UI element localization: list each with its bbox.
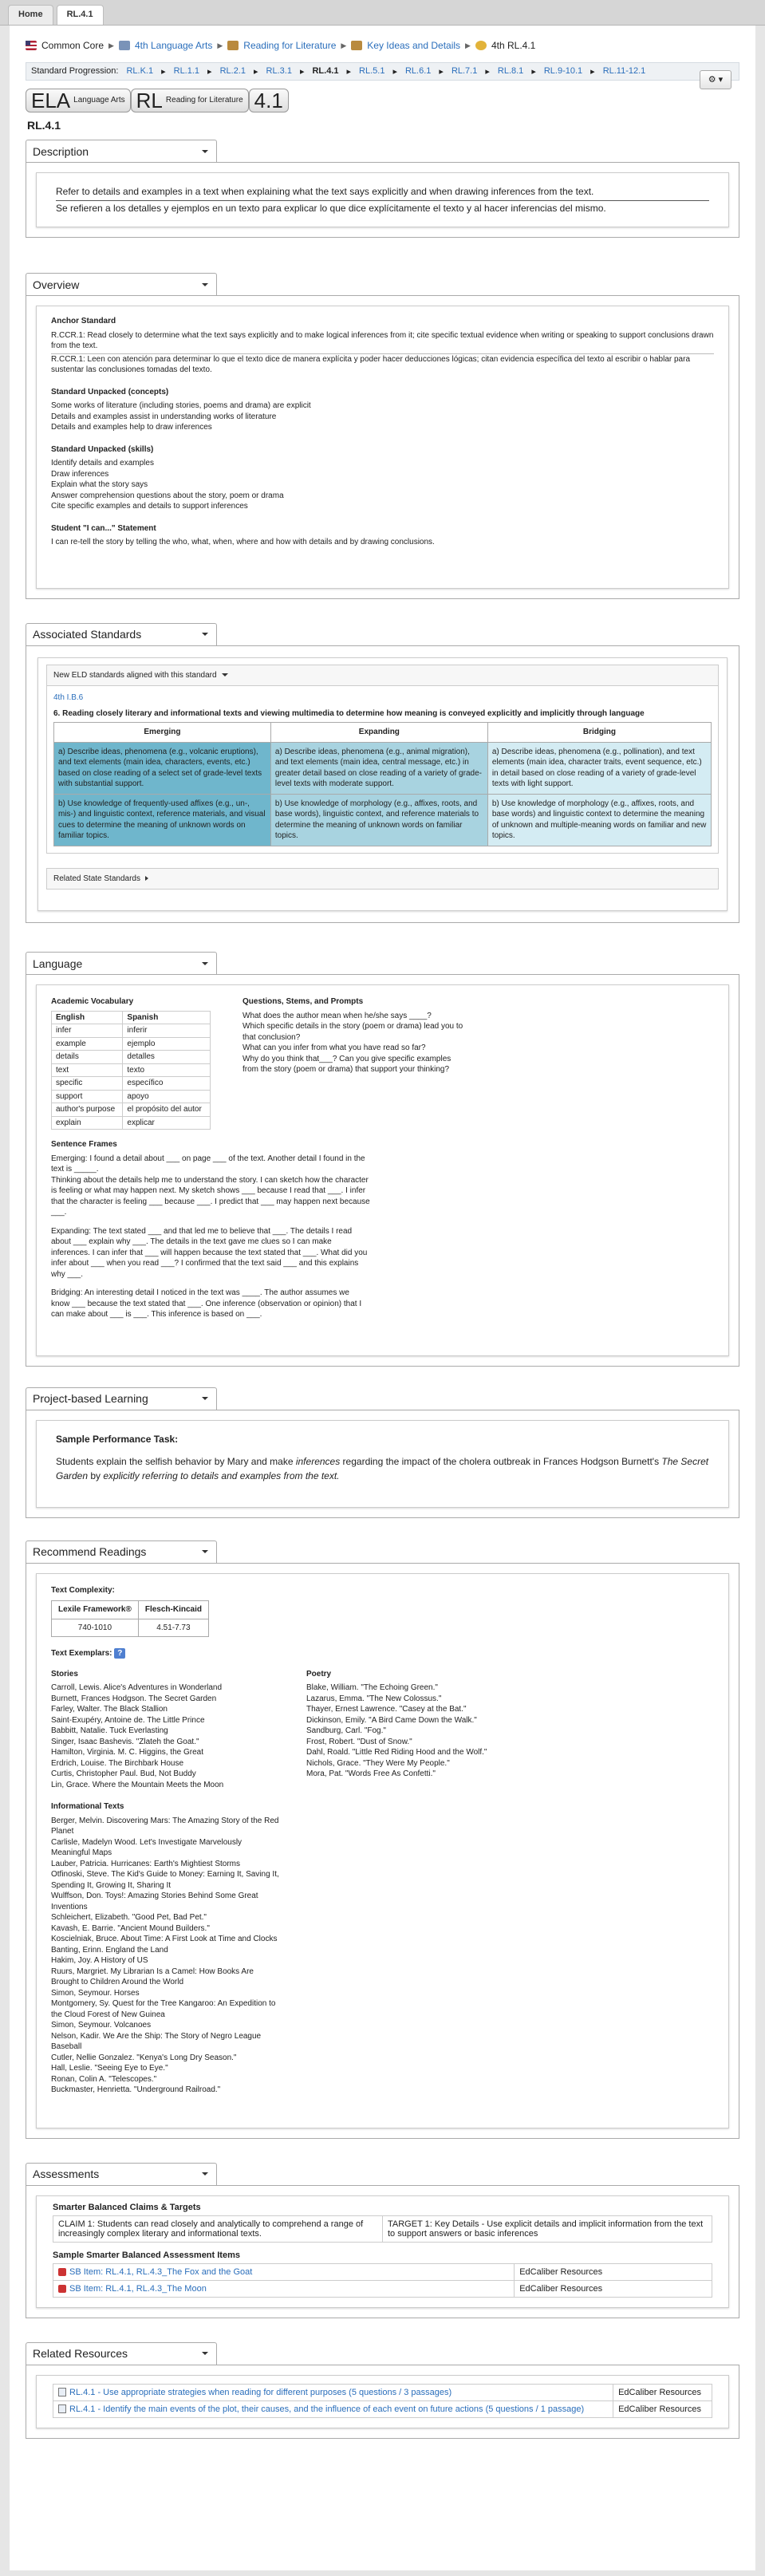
standard-progression: [26, 62, 739, 81]
breadcrumb-current: 4th RL.4.1: [491, 40, 536, 51]
question-item: Why do you think that___? Can you give specific examples from the story (poem or drama) that support your thinking?: [243, 1054, 452, 1074]
table-row: explain explicar: [52, 1116, 211, 1130]
chevron-down-icon: [202, 2352, 208, 2355]
exemplars-heading: Text Exemplars: ?: [51, 1648, 714, 1659]
progression-item[interactable]: RL.9-10.1: [543, 66, 583, 76]
chevron-down-icon: [202, 150, 208, 153]
eld-header-expanding: Expanding: [270, 723, 487, 743]
list-item: Lazarus, Emma. "The New Colossus.": [306, 1694, 442, 1703]
progression-item[interactable]: RL.1.1: [173, 66, 200, 76]
eld-cell: b) Use knowledge of morphology (e.g., affixes, roots, and base words), linguistic context, and reference materials to determine the meaning of unknown words on familiar topics.: [270, 794, 487, 846]
language-section-toggle[interactable]: Language: [26, 952, 217, 974]
list-item: Nichols, Grace. "They Were My People.": [306, 1758, 450, 1768]
progression-separator-icon: ▸: [392, 67, 397, 77]
document-icon: [58, 2388, 66, 2397]
help-icon[interactable]: ?: [114, 1648, 125, 1659]
pbl-section-toggle[interactable]: Project-based Learning: [26, 1387, 217, 1410]
progression-separator-icon: ▸: [161, 67, 166, 77]
us-flag-icon: [26, 41, 37, 50]
anchor-es: R.CCR.1: Leen con atención para determinar lo que el texto dice de manera explícita y poder hacer deducciones lógicas; citan evidencia específica del texto al escribir o hablar para sustentar las conclusiones tomadas del texto.: [51, 354, 691, 374]
lexile-header: Lexile Framework®: [52, 1601, 139, 1619]
progression-item[interactable]: RL.8.1: [497, 66, 524, 76]
list-item: Carlisle, Madelyn Wood. Let's Investigate Marvelously Meaningful Maps: [51, 1837, 243, 1857]
assessment-item-link[interactable]: SB Item: RL.4.1, RL.4.3_The Fox and the Goat: [69, 2266, 253, 2277]
ela-badge: ELA Language Arts: [26, 89, 131, 112]
vocab-col-english: English: [52, 1011, 123, 1024]
target-cell: TARGET 1: Key Details - Use explicit details and implicit information from the text to support answers or basic inferences: [383, 2215, 712, 2242]
related-table: [53, 2384, 712, 2418]
breadcrumb-separator-icon: ▶: [465, 41, 471, 49]
list-item: Hamilton, Virginia. M. C. Higgins, the Great: [51, 1748, 204, 1757]
list-item: Simon, Seymour. Horses: [51, 1988, 140, 1998]
breadcrumb-reading-literature[interactable]: Reading for Literature: [243, 40, 337, 51]
complexity-heading: Text Complexity:: [51, 1585, 115, 1595]
list-item: Dickinson, Emily. "A Bird Came Down the Walk.": [306, 1715, 477, 1725]
table-row: details detalles: [52, 1051, 211, 1064]
related-state-standards-toggle[interactable]: Related State Standards: [46, 868, 719, 890]
frame-item: Expanding: The text stated ___ and that led me to believe that ___. The details I read about ___ explain why ___. The details in the text gave me clues so I can make inferences. I can infer that ___ will happen because the text stated that ___. What did you infer about ___ when you read ___? I confirmed that the text said ___ and this explains why ___.: [51, 1226, 368, 1279]
concepts-heading: Standard Unpacked (concepts): [51, 387, 169, 396]
list-item: Dahl, Roald. "Little Red Riding Hood and the Wolf.": [306, 1748, 487, 1757]
list-item: Ruurs, Margriet. My Librarian Is a Camel: How Books Are Brought to Children Around the World: [51, 1967, 254, 1986]
chevron-down-icon: [202, 1397, 208, 1400]
skill-item: Draw inferences: [51, 469, 109, 479]
table-row: infer inferir: [52, 1024, 211, 1038]
list-item: Frost, Robert. "Dust of Snow.": [306, 1737, 412, 1746]
progression-separator-icon: ▸: [207, 67, 212, 77]
chevron-right-icon: [145, 876, 148, 881]
eld-toggle[interactable]: New ELD standards aligned with this standard: [46, 665, 719, 687]
vocab-col-spanish: Spanish: [123, 1011, 211, 1024]
list-item: Carroll, Lewis. Alice's Adventures in Wonderland: [51, 1683, 223, 1692]
table-row: example ejemplo: [52, 1037, 211, 1051]
standard-page: [10, 26, 755, 2570]
table-row: [53, 2263, 712, 2280]
table-row: author's purpose el propósito del autor: [52, 1103, 211, 1117]
eld-cell: b) Use knowledge of morphology (e.g., affixes, roots, and base words) and linguistic context to determine the meaning of unknown and multiple-meaning words on familiar and new topics.: [487, 794, 711, 846]
poetry-heading: Poetry: [306, 1669, 332, 1679]
eld-cell: a) Describe ideas, phenomena (e.g., pollination), and text elements (main idea, character traits, event sequence, etc.) in detail based on close reading of a variety of grade-level texts with light support.: [487, 742, 711, 794]
list-item: Babbitt, Natalie. Tuck Everlasting: [51, 1726, 168, 1735]
readings-section: [26, 1563, 739, 2139]
grade-badge: 4.1: [249, 89, 289, 112]
assessment-item-link[interactable]: SB Item: RL.4.1, RL.4.3_The Moon: [69, 2283, 207, 2294]
document-icon: [58, 2404, 66, 2413]
progression-item[interactable]: RL.3.1: [266, 66, 292, 76]
breadcrumb-common-core[interactable]: Common Core: [41, 40, 104, 51]
tab-rl-4-1[interactable]: RL.4.1: [57, 5, 104, 25]
list-item: Thayer, Ernest Lawrence. "Casey at the Bat.": [306, 1705, 467, 1714]
standard-icon: [475, 41, 487, 50]
table-row: [53, 2280, 712, 2297]
standard-badges: [26, 89, 739, 112]
list-item: Erdrich, Louise. The Birchbark House: [51, 1758, 184, 1768]
list-item: Koscielniak, Bruce. About Time: A First Look at Time and Clocks: [51, 1935, 278, 1943]
frame-item: Emerging: I found a detail about ___ on page ___ of the text. Another detail I found in the text is _____.: [51, 1154, 365, 1174]
concept-item: Some works of literature (including stories, poems and drama) are explicit: [51, 401, 311, 410]
tab-home[interactable]: Home: [8, 5, 53, 25]
assessment-item-icon: [58, 2268, 66, 2276]
resource-source: EdCaliber Resources: [613, 2400, 712, 2417]
top-tab-bar: [0, 0, 765, 26]
description-en: Refer to details and examples in a text when explaining what the text says explicitly and when drawing inferences from the text.: [56, 184, 709, 201]
skills-heading: Standard Unpacked (skills): [51, 444, 154, 454]
table-row: [54, 742, 712, 794]
page-title: RL.4.1: [27, 119, 61, 132]
eld-header-emerging: Emerging: [54, 723, 271, 743]
ican-heading: Student "I can..." Statement: [51, 523, 156, 533]
eld-cell: a) Describe ideas, phenomena (e.g., animal migration), and text elements (main idea, central message, etc.) in greater detail based on close reading of a variety of grade-level texts with moderate support.: [270, 742, 487, 794]
claims-table: [53, 2215, 712, 2243]
eld-title: 6. Reading closely literary and informational texts and viewing multimedia to determine how meaning is conveyed explicitly and implicitly through language: [53, 708, 645, 718]
chevron-down-icon: [202, 962, 208, 965]
table-row: [53, 2215, 712, 2242]
table-row: [53, 2400, 712, 2417]
list-item: Montgomery, Sy. Quest for the Tree Kangaroo: An Expedition to the Cloud Forest of New Guinea: [51, 1999, 276, 2019]
table-row: [53, 2384, 712, 2400]
associated-section-toggle[interactable]: Associated Standards: [26, 623, 217, 645]
chevron-down-icon: [202, 1550, 208, 1553]
breadcrumb-separator-icon: ▶: [341, 41, 347, 49]
chevron-down-icon: [202, 2172, 208, 2176]
table-row: specific específico: [52, 1077, 211, 1091]
chevron-down-icon: [202, 633, 208, 636]
chevron-down-icon: [222, 673, 228, 677]
list-item: Buckmaster, Henrietta. "Underground Railroad.": [51, 2085, 221, 2094]
breadcrumb-separator-icon: ▶: [217, 41, 223, 49]
list-item: Berger, Melvin. Discovering Mars: The Amazing Story of the Red Planet: [51, 1816, 279, 1836]
vocab-heading: Academic Vocabulary: [51, 997, 134, 1006]
concept-item: Details and examples assist in understanding works of literature: [51, 412, 277, 421]
related-section-toggle[interactable]: Related Resources: [26, 2342, 217, 2365]
list-item: Lin, Grace. Where the Mountain Meets the Moon: [51, 1780, 224, 1789]
resource-source: EdCaliber Resources: [515, 2263, 712, 2280]
flesch-header: Flesch-Kincaid: [138, 1601, 208, 1619]
progression-item[interactable]: RL.2.1: [219, 66, 246, 76]
question-item: What can you infer from what you have read so far?: [243, 1043, 426, 1052]
info-heading: Informational Texts: [51, 1802, 124, 1811]
progression-separator-icon: ▸: [590, 67, 595, 77]
list-item: Nelson, Kadir. We Are the Ship: The Story of Negro League Baseball: [51, 2031, 262, 2051]
description-section-toggle[interactable]: Description: [26, 140, 217, 162]
related-resource-link[interactable]: RL.4.1 - Identify the main events of the plot, their causes, and the influence of each event on future actions (5 questions / 1 passage): [69, 2404, 585, 2414]
progression-separator-icon: ▸: [485, 67, 490, 77]
eld-header-bridging: Bridging: [487, 723, 711, 743]
related-resource-link[interactable]: RL.4.1 - Use appropriate strategies when reading for different purposes (5 questions / 3 passages): [69, 2387, 452, 2397]
skill-item: Answer comprehension questions about the story, poem or drama: [51, 491, 284, 500]
assessments-section-toggle[interactable]: Assessments: [26, 2163, 217, 2185]
progression-item[interactable]: RL.7.1: [451, 66, 478, 76]
list-item: Blake, William. "The Echoing Green.": [306, 1683, 438, 1692]
progression-separator-icon: ▸: [299, 67, 305, 77]
progression-current: RL.4.1: [312, 66, 339, 76]
breadcrumb-key-ideas[interactable]: Key Ideas and Details: [367, 40, 461, 51]
eld-table: [53, 722, 712, 846]
language-section: [26, 974, 739, 1367]
list-item: Banting, Erinn. England the Land: [51, 1945, 168, 1955]
items-table: [53, 2263, 712, 2298]
assessments-section: [26, 2185, 739, 2318]
breadcrumb: [26, 40, 739, 51]
progression-item[interactable]: RL.K.1: [126, 66, 154, 76]
skill-item: Identify details and examples: [51, 459, 154, 467]
table-row: [54, 794, 712, 846]
skill-item: Explain what the story says: [51, 480, 148, 489]
list-item: Hall, Leslie. "Seeing Eye to Eye.": [51, 2064, 168, 2073]
list-item: Kavash, E. Barrie. "Ancient Mound Builders.": [51, 1923, 210, 1933]
skill-item: Cite specific examples and details to support inferences: [51, 502, 248, 511]
pbl-task: Students explain the selfish behavior by Mary and make inferences regarding the impact of the cholera outbreak in Frances Hodgson Burnett's The Secret Garden by explicitly referring to details and examples from the text.: [56, 1455, 709, 1481]
chevron-down-icon: [202, 283, 208, 286]
list-item: Saint-Exupéry, Antoine de. The Little Prince: [51, 1715, 205, 1725]
ican-statement: I can re-tell the story by telling the who, what, when, where and how with details and by drawing conclusions.: [51, 538, 435, 546]
concept-item: Details and examples help to draw inferences: [51, 423, 212, 432]
frames-heading: Sentence Frames: [51, 1140, 117, 1149]
questions-heading: Questions, Stems, and Prompts: [243, 997, 364, 1006]
list-item: Hakim, Joy. A History of US: [51, 1956, 148, 1965]
list-item: Mora, Pat. "Words Free As Confetti.": [306, 1769, 436, 1778]
progression-separator-icon: ▸: [346, 67, 352, 77]
progression-label: Standard Progression:: [31, 66, 119, 76]
resource-source: EdCaliber Resources: [515, 2280, 712, 2297]
progression-item[interactable]: RL.6.1: [404, 66, 432, 76]
assessment-item-icon: [58, 2285, 66, 2293]
related-section: [26, 2365, 739, 2439]
key-ideas-icon: [351, 41, 362, 50]
description-section: [26, 162, 739, 238]
pbl-heading: Sample Performance Task:: [56, 1433, 179, 1445]
list-item: Farley, Walter. The Black Stallion: [51, 1705, 168, 1714]
resource-source: EdCaliber Resources: [613, 2384, 712, 2400]
list-item: Wulffson, Don. Toys!: Amazing Stories Behind Some Great Inventions: [51, 1892, 258, 1911]
reading-icon: [227, 41, 239, 50]
progression-item[interactable]: RL.11-12.1: [602, 66, 646, 76]
progression-separator-icon: ▸: [531, 67, 536, 77]
progression-item[interactable]: RL.5.1: [359, 66, 385, 76]
overview-section: [26, 295, 739, 599]
eld-code-link[interactable]: 4th I.B.6: [53, 693, 84, 702]
description-es: Se refieren a los detalles y ejemplos en un texto para explicar lo que dice explícitamente el texto y al hacer inferencias del mismo.: [56, 203, 606, 214]
progression-separator-icon: ▸: [439, 67, 444, 77]
language-arts-icon: [119, 41, 130, 50]
settings-dropdown-button[interactable]: ⚙ ▾: [700, 70, 731, 89]
anchor-heading: Anchor Standard: [51, 317, 116, 325]
list-item: Simon, Seymour. Volcanoes: [51, 2021, 152, 2030]
progression-separator-icon: ▸: [254, 67, 258, 77]
breadcrumb-separator-icon: ▶: [108, 41, 114, 49]
eld-cell: a) Describe ideas, phenomena (e.g., volcanic eruptions), and text elements (main idea, characters, events, etc.) based on close reading of a select set of grade-level texts with substantial support.: [54, 742, 271, 794]
pbl-section: [26, 1410, 739, 1518]
table-row: 740-1010 4.51-7.73: [52, 1619, 209, 1637]
breadcrumb-language-arts[interactable]: 4th Language Arts: [134, 40, 213, 51]
table-row: support apoyo: [52, 1090, 211, 1103]
list-item: Sandburg, Carl. "Fog.": [306, 1726, 386, 1735]
list-item: Burnett, Frances Hodgson. The Secret Garden: [51, 1694, 217, 1703]
question-item: What does the author mean when he/she says ____?: [243, 1011, 432, 1020]
rl-badge: RL Reading for Literature: [131, 89, 249, 112]
anchor-en: R.CCR.1: Read closely to determine what the text says explicitly and to make logical inferences from it; cite specific textual evidence when writing or speaking to support conclusions drawn from the text.: [51, 330, 714, 354]
list-item: Singer, Isaac Bashevis. "Zlateh the Goat.": [51, 1737, 199, 1746]
list-item: Lauber, Patricia. Hurricanes: Earth's Mightiest Storms: [51, 1859, 241, 1868]
eld-cell: b) Use knowledge of frequently-used affixes (e.g., un-, mis-) and linguistic context, reference materials, and visual cues to determine the meaning of unknown words on familiar topics.: [54, 794, 271, 846]
list-item: Curtis, Christopher Paul. Bud, Not Buddy: [51, 1769, 196, 1778]
table-row: text texto: [52, 1063, 211, 1077]
question-item: Which specific details in the story (poem or drama) lead you to that conclusion?: [243, 1022, 463, 1042]
complexity-table: [51, 1600, 209, 1637]
associated-section: [26, 645, 739, 924]
items-heading: Sample Smarter Balanced Assessment Items: [53, 2250, 240, 2260]
readings-section-toggle[interactable]: Recommend Readings: [26, 1540, 217, 1563]
stories-heading: Stories: [51, 1669, 78, 1679]
list-item: Otfinoski, Steve. The Kid's Guide to Money: Earning It, Saving It, Spending It, Growing It, Sharing It: [51, 1870, 279, 1890]
claim-cell: CLAIM 1: Students can read closely and analytically to comprehend a range of increasingly complex literary and informational texts.: [53, 2215, 383, 2242]
frame-item: Bridging: An interesting detail I noticed in the text was ____. The author assumes we know ___ because the text stated that ___. One inference (observation or opinion) that I can make about ___ is ___. This inference is based on ___.: [51, 1288, 362, 1319]
overview-section-toggle[interactable]: Overview: [26, 273, 217, 295]
list-item: Cutler, Nellie Gonzalez. "Kenya's Long Dry Season.": [51, 2053, 237, 2062]
frame-item: Thinking about the details help me to understand the story. I can sketch how the character is feeling or what may happen next. My sketch shows ___ because I read that ___. I infer that the character is feeling ___ because ___. I predict that ___ may happen next because ___.: [51, 1175, 370, 1217]
claims-heading: Smarter Balanced Claims & Targets: [53, 2202, 201, 2212]
list-item: Ronan, Colin A. "Telescopes.": [51, 2074, 157, 2084]
list-item: Schleichert, Elizabeth. "Good Pet, Bad Pet.": [51, 1913, 207, 1922]
vocab-table: [51, 1011, 211, 1130]
